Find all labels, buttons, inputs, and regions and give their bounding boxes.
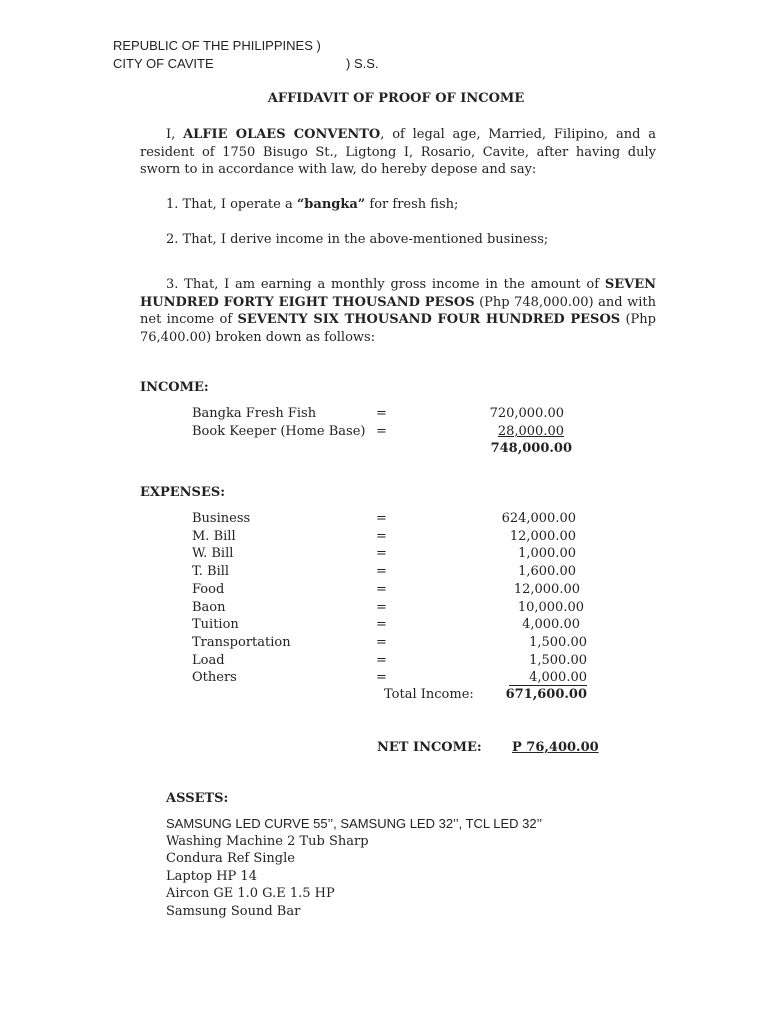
net-income-words: SEVENTY SIX THOUSAND FOUR HUNDRED PESOS — [237, 312, 621, 327]
expense-equals: = — [376, 634, 387, 650]
expense-equals: = — [376, 564, 387, 580]
expense-equals: = — [376, 511, 387, 526]
item-1-text-c: for fresh fish; — [365, 197, 459, 212]
income-row — [192, 405, 592, 423]
expense-amount: 1,000.00 — [518, 546, 576, 562]
expense-label: M. Bill — [192, 528, 236, 544]
expense-row — [192, 634, 592, 652]
expense-amount: 624,000.00 — [501, 511, 576, 526]
item-3 — [140, 276, 656, 346]
expense-amount: 4,000.00 — [522, 617, 580, 633]
expense-equals: = — [376, 652, 387, 668]
affiant-name: ALFIE OLAES CONVENTO — [183, 127, 381, 142]
expense-amount: 10,000.00 — [517, 599, 584, 615]
expense-label: Others — [192, 670, 237, 686]
item-1-text-a: 1. That, I operate a — [166, 197, 297, 212]
expense-equals: = — [376, 528, 387, 544]
expense-label: Tuition — [192, 617, 239, 633]
expense-equals: = — [376, 617, 387, 633]
intro-lead: I, — [166, 127, 184, 142]
asset-item: Condura Ref Single — [166, 851, 295, 866]
expense-label: W. Bill — [192, 546, 234, 562]
income-amount: 720,000.00 — [489, 406, 564, 421]
expenses-heading: EXPENSES: — [140, 485, 226, 500]
asset-item: Laptop HP 14 — [166, 868, 257, 884]
document-title: AFFIDAVIT OF PROOF OF INCOME — [267, 91, 525, 106]
expense-amount: 1,500.00 — [529, 652, 587, 668]
header-republic: REPUBLIC OF THE PHILIPPINES ) — [113, 38, 321, 53]
income-equals: = — [376, 424, 387, 439]
expense-row — [192, 599, 592, 617]
asset-item: Aircon GE 1.0 G.E 1.5 HP — [166, 886, 335, 901]
income-row — [192, 423, 592, 441]
expense-row — [192, 581, 592, 599]
income-equals: = — [376, 406, 387, 421]
expense-row — [192, 652, 592, 670]
expense-amount: 12,000.00 — [513, 581, 580, 597]
expense-equals: = — [376, 581, 387, 597]
intro-paragraph — [140, 126, 656, 179]
assets-heading: ASSETS: — [166, 791, 229, 806]
income-label: Book Keeper (Home Base) — [192, 424, 366, 439]
header-city: CITY OF CAVITE — [113, 56, 214, 71]
expenses-total-label: Total Income: — [384, 687, 474, 702]
asset-item: Samsung Sound Bar — [166, 903, 301, 919]
expenses-total-rule — [509, 685, 587, 686]
item-3-text-e: (Php 76,400.00) broken down as follows: — [140, 312, 656, 345]
expense-label: Baon — [192, 599, 226, 615]
intro-rest: , of legal age, Married, Filipino, and a resident of 1750 Bisugo St., Ligtong I, Rosario, Cavite, after having duly sworn to in accordance with law, do hereby depose and say: — [140, 127, 657, 177]
expense-row — [192, 545, 592, 563]
expense-row — [192, 528, 592, 546]
header-ss: ) S.S. — [346, 56, 379, 71]
expense-row — [192, 563, 592, 581]
gross-income-words: SEVEN HUNDRED FORTY EIGHT THOUSAND PESOS — [140, 277, 656, 310]
income-label: Bangka Fresh Fish — [192, 406, 317, 421]
item-1-bangka: “bangka” — [296, 197, 366, 212]
expense-equals: = — [376, 599, 387, 615]
expenses-total: 671,600.00 — [505, 687, 587, 702]
expense-equals: = — [376, 546, 387, 562]
net-income-label: NET INCOME: — [377, 740, 482, 755]
expense-row — [192, 510, 592, 528]
income-total: 748,000.00 — [490, 441, 572, 456]
expense-amount: 12,000.00 — [509, 528, 576, 544]
net-income-value: P 76,400.00 — [512, 740, 599, 755]
expense-amount: 4,000.00 — [529, 670, 587, 686]
expense-label: T. Bill — [192, 564, 230, 580]
expense-row — [192, 616, 592, 634]
item-2: 2. That, I derive income in the above-mentioned business; — [166, 232, 549, 247]
expense-equals: = — [376, 670, 387, 686]
expense-label: Business — [192, 511, 251, 526]
expense-label: Food — [192, 581, 225, 597]
item-1 — [166, 197, 458, 212]
expense-amount: 1,500.00 — [529, 634, 587, 650]
income-amount: 28,000.00 — [497, 424, 564, 439]
item-3-text-a: 3. That, I am earning a monthly gross income in the amount of — [166, 277, 605, 292]
item-3-text-c: (Php 748,000.00) and with net income of — [140, 294, 656, 327]
asset-item: Washing Machine 2 Tub Sharp — [166, 833, 369, 849]
expense-amount: 1,600.00 — [518, 564, 576, 580]
expense-label: Load — [192, 652, 225, 668]
expense-label: Transportation — [192, 634, 291, 650]
income-heading: INCOME: — [140, 380, 209, 395]
asset-item: SAMSUNG LED CURVE 55’’, SAMSUNG LED 32’’, TCL LED 32’’ — [166, 816, 543, 831]
